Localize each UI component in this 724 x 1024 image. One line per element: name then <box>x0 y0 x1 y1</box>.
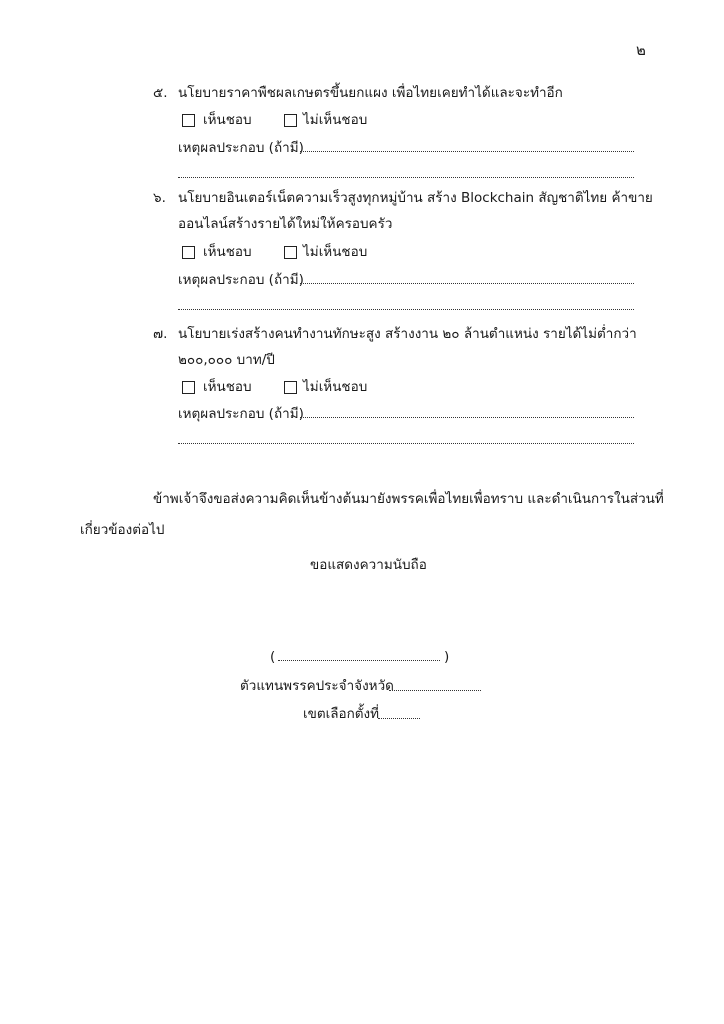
signature-paren-close: ) <box>444 649 450 665</box>
constituency-line[interactable] <box>378 718 420 719</box>
agree-label: เห็นชอบ <box>203 112 252 128</box>
policy-title: นโยบายราคาพืชผลเกษตรขึ้นยกแผง เพื่อไทยเคยทำได้และจะทำอีก <box>178 85 563 101</box>
reason-line-1[interactable] <box>300 417 634 418</box>
reason-line-2[interactable] <box>178 177 634 178</box>
reason-label: เหตุผลประกอบ (ถ้ามี) <box>178 272 304 288</box>
reason-line-1[interactable] <box>300 151 634 152</box>
reason-label: เหตุผลประกอบ (ถ้ามี) <box>178 406 304 422</box>
disagree-label: ไม่เห็นชอบ <box>303 379 368 395</box>
signature-paren-open: ( <box>270 649 276 665</box>
disagree-checkbox[interactable] <box>284 381 297 394</box>
agree-checkbox[interactable] <box>182 381 195 394</box>
page-number: ๒ <box>636 41 646 59</box>
policy-title-continued: ๒๐๐,๐๐๐ บาท/ปี <box>178 352 275 368</box>
policy-title: นโยบายอินเตอร์เน็ตความเร็วสูงทุกหมู่บ้าน สร้าง Blockchain สัญชาติไทย ค้าขาย <box>178 190 653 206</box>
policy-number: ๗. <box>153 326 168 342</box>
policy-title-continued: ออนไลน์สร้างรายได้ใหม่ให้ครอบครัว <box>178 216 393 232</box>
policy-number: ๕. <box>153 85 168 101</box>
closing-paragraph-line-1: ข้าพเจ้าจึงขอส่งความคิดเห็นข้างต้นมายังพรรคเพื่อไทยเพื่อทราบ และดำเนินการในส่วนที่ <box>153 491 664 507</box>
agree-checkbox[interactable] <box>182 246 195 259</box>
disagree-label: ไม่เห็นชอบ <box>303 112 368 128</box>
disagree-checkbox[interactable] <box>284 246 297 259</box>
closing-paragraph-line-2: เกี่ยวข้องต่อไป <box>80 522 165 538</box>
agree-label: เห็นชอบ <box>203 379 252 395</box>
reason-line-2[interactable] <box>178 443 634 444</box>
agree-label: เห็นชอบ <box>203 244 252 260</box>
agree-checkbox[interactable] <box>182 114 195 127</box>
signature-name-line[interactable] <box>278 660 440 661</box>
disagree-label: ไม่เห็นชอบ <box>303 244 368 260</box>
salutation: ขอแสดงความนับถือ <box>310 557 427 573</box>
policy-title: นโยบายเร่งสร้างคนทำงานทักษะสูง สร้างงาน ๒๐ ล้านตำแหน่ง รายได้ไม่ต่ำกว่า <box>178 326 637 342</box>
disagree-checkbox[interactable] <box>284 114 297 127</box>
reason-line-2[interactable] <box>178 309 634 310</box>
reason-label: เหตุผลประกอบ (ถ้ามี) <box>178 140 304 156</box>
province-line[interactable] <box>389 690 481 691</box>
constituency-label: เขตเลือกตั้งที่ <box>303 706 380 722</box>
reason-line-1[interactable] <box>300 283 634 284</box>
policy-number: ๖. <box>153 190 166 206</box>
representative-role-label: ตัวแทนพรรคประจำจังหวัด <box>240 678 394 694</box>
